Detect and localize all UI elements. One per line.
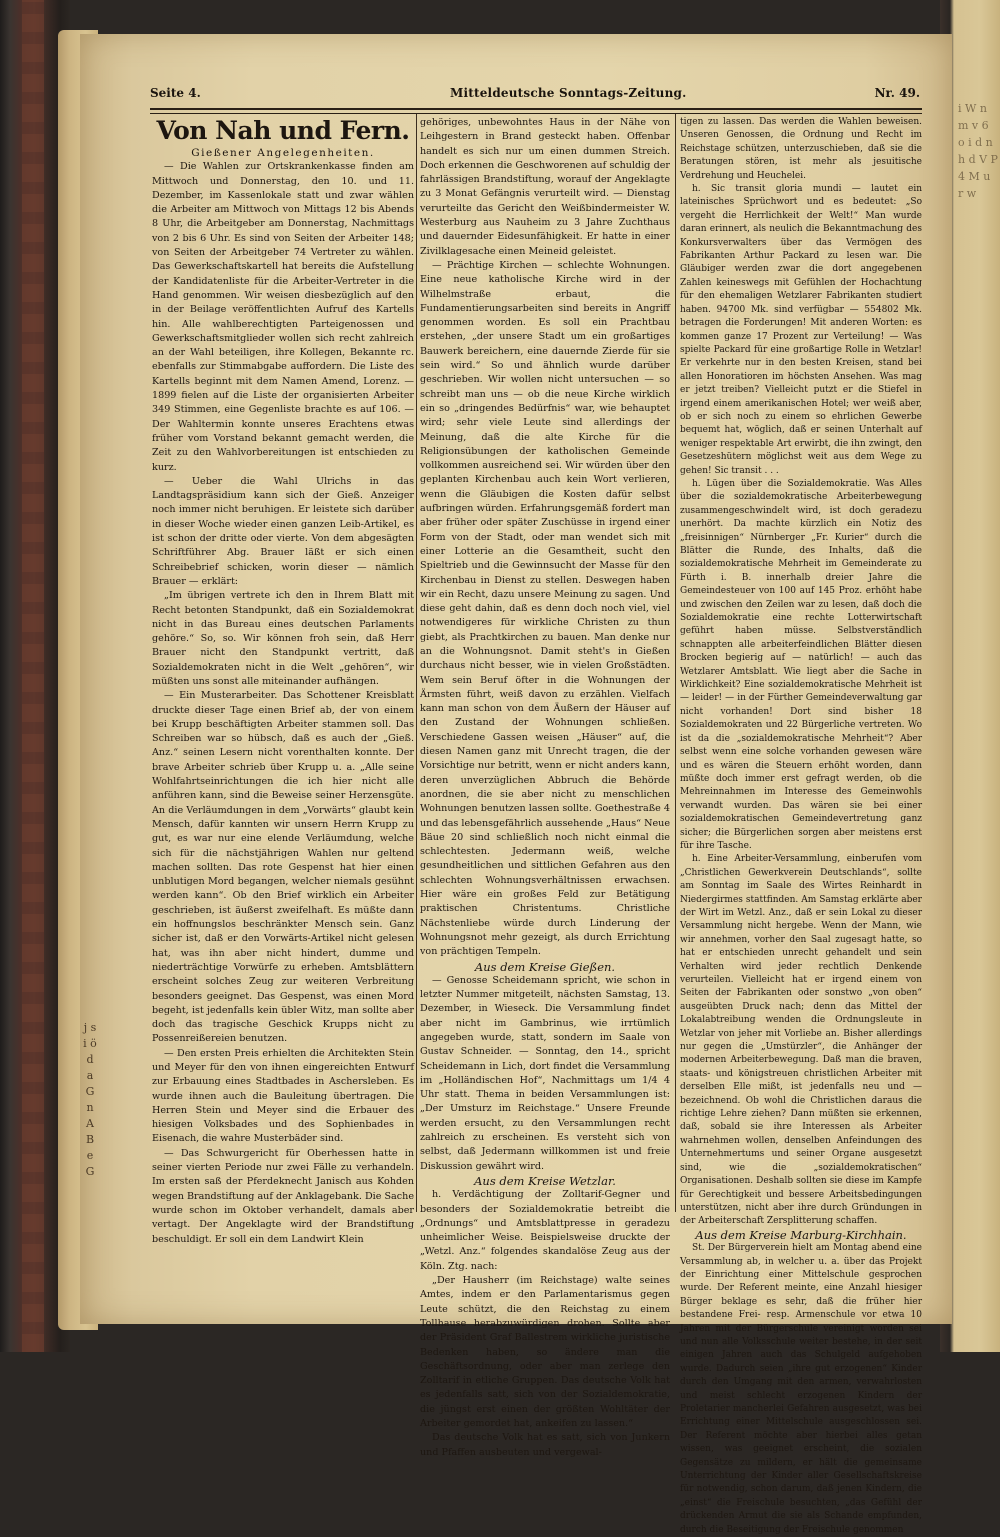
article-paragraph: h. Eine Arbeiter-Versammlung, einberufen vom „Christlichen Gewerkverein Deutschlands“, sollte am Sonntag im Saale des Wirtes Reinhardt in Niedergirmes stattfinden. Am Samstag erklärte aber der Wirt im Wetzl. Anz., daß er sein Lokal zu dieser Versammlung nicht hergebe. Wenn der Mann, wie wir annehmen, vorher den Saal zugesagt hatte, so hat er entschieden unrecht gehandelt und sein Verhalten wird jeder rechtlich Denkende verurteilen. Vielleicht hat er irgend einem von Seiten der Fabrikanten oder sonstwo „von oben“ ausgeübten Druck nach; denn das Mittel der Lokalabtreibung wenden die Ordnungsleute in Wetzlar von jeher mit Vorliebe an. Bisher allerdings nur gegen die „Umstürzler“, die Anhänger der modernen Arbeiterbewegung. Daß man die braven, staats- und königstreuen christlichen Arbeiter mit derselben Elle mißt, ist jedenfalls neu und — bezeichnend. Ob wohl die Christlichen daraus die richtige Lehre ziehen? Dann müßten sie erkennen, daß, sobald sie ihre Interessen als Arbeiter wahrnehmen wollen, denselben Anfeindungen des Unternehmertums und seiner Organe ausgesetzt sind, wie die „sozialdemokratischen“ Organisationen. Deshalb sollten sie diese im Kampfe für Gerechtigkeit und bessere Arbeitsbedingungen unterstützen, nicht aber ihre durch Gründungen in der Arbeiterschaft Zersplitterung schaffen. (680, 854, 922, 1227)
article-paragraph: — Die Wahlen zur Ortskrankenkasse finden am Mittwoch und Donnerstag, den 10. und 11. Dezember, im Kassenlokale statt und zwar wählen die Arbeiter am Mittwoch von Mittags 12 bis Abends 8 Uhr, die Arbeitgeber am Donnerstag, Nachmittags von 2 bis 6 Uhr. Es sind von Seiten der Arbeiter 148; von Seiten der Arbeitgeber 74 Vertreter zu wählen. Das Gewerkschaftskartell hat bereits die Aufstellung der Kandidatenliste für die Arbeiter-Vertreter in die Hand genommen. Wir weisen diesbezüglich auf den in der Beilage veröffentlichten Aufruf des Kartells hin. Alle wahlberechtigten Parteigenossen und Gewerkschaftsmitglieder wollen sich recht zahlreich an der Wahl beteiligen, ihre Kollegen, Bekannte rc. ebenfalls zur Stimmabgabe auffordern. Die Liste des Kartells beginnt mit dem Namen Amend, Lorenz. — 1899 fielen auf die Liste der organisierten Arbeiter 349 Stimmen, eine Gegenliste brachte es auf 106. — Der Wahltermin konnte unseres Erachtens etwas früher vom Vorstand bekannt gemacht werden, die Zeit zu den Wahlvorbereitungen ist entschieden zu kurz. (152, 161, 414, 473)
column-3 (680, 116, 922, 1535)
article-paragraph: h. Verdächtigung der Zolltarif-Gegner und besonders der Sozialdemokratie betreibt die „Ordnungs“ und Amtsblattpresse in geradezu unheimlicher Weise. Beispielsweise druckte der „Wetzl. Anz.“ folgendes skandalöse Zeug aus der Köln. Ztg. nach: (420, 1189, 670, 1272)
section-heading-giessen: Aus dem Kreise Gießen. (474, 959, 616, 974)
article-paragraph: „Der Hausherr (im Reichstage) walte seines Amtes, indem er den Parlamentarismus gegen Leute schützt, die den Reichstag zu einem Tollhause herabzuwürdigen drohen. Sollte aber der Präsident Graf Ballestrem wirkliche juristische Bedenken haben, so ändere man die Geschäftsordnung, oder aber man zerlege den Zolltarif in etliche Gruppen. Das deutsche Volk hat es jedenfalls satt, sich von der Sozialdemokratie, die jüngst erst einen der größten Wohltäter der Arbeiter gemordet hat, ankeifen zu lassen.“ (420, 1275, 670, 1430)
adjacent-page-fragments: i W n m v 6 o i d n h d V P 4 M u r w (958, 102, 998, 200)
page-label: Seite 4. (150, 86, 201, 100)
article-paragraph: St. Der Bürgerverein hielt am Montag abend eine Versammlung ab, in welcher u. a. über das Projekt der Einrichtung einer Mittelschule gesprochen wurde. Der Referent meinte, eine Anzahl hiesiger Bürger beklage es sehr, daß die früher hier bestandene Frei- resp. Armenschule vor etwa 10 Jahren mit der Bürgerschule vereinigt worden sei und nun alle Volksschule weiter bestehe, in der seit einigen Jahren auch das Schulgeld aufgehoben wurde. Dadurch seien „ihre gut erzogenen“ Kinder durch den Umgang mit den armen, verwahrlosten und meist schlecht erzogenen Kindern der Proletarier mancherlei Gefahren ausgesetzt, was bei Errichtung einer Mittelschule ausgeschlossen sei. Der Referent möchte aber hierbei alles getan wissen, was geeignet erscheint, die sozialen Gegensätze zu mildern, er hält die gemeinsame Unterrichtung der Kinder aller Gesellschaftskreise für notwendig, schon darum, daß jenen Kindern, die „einst“ die Freischule besuchten, „das Gefühl der drückenden Armut die sie als Schande empfunden, durch die Beseitigung der Freischule genommen (680, 1243, 922, 1535)
article-paragraph: — Prächtige Kirchen — schlechte Wohnungen. Eine neue katholische Kirche wird in der Wilhelmstraße erbaut, die Fundamentierungsarbeiten sind bereits in Angriff genommen worden. Es soll ein Prachtbau erstehen, „der unsere Stadt um ein großartiges Bauwerk bereichern, eine dauernde Zierde für sie sein wird.“ So und ähnlich wurde darüber geschrieben. Wir wollen nicht untersuchen — so schreibt man uns — ob die neue Kirche wirklich ein so „dringendes Bedürfnis“ war, wie behauptet wird; sehr viele Leute sind allerdings der Meinung, daß die alte Kirche für die Religionsübungen der katholischen Gemeinde vollkommen ausreichend sei. Wir würden über den geplanten Kirchenbau auch kein Wort verlieren, wenn die Gläubigen die Kosten dafür selbst aufbringen würden. Erfahrungsgemäß fordert man aber früher oder später Zuschüsse in irgend einer Form von der Stadt, oder man wendet sich mit einer Lotterie an die Gesamtheit, sucht den Spieltrieb und die Gewinnsucht der Masse für den Kirchenbau in Dienst zu stellen. Deswegen haben wir ein Recht, dazu unsere Meinung zu sagen. Und diese geht dahin, daß es denn doch noch viel, viel notwendigeres für wirkliche Christen zu thun giebt, als Prachtkirchen zu bauen. Man denke nur an die Wohnungsnot. Damit steht's in Gießen durchaus nicht besser, wie in vielen Großstädten. Wem sein Beruf öfter in die Wohnungen der Ärmsten führt, weiß davon zu erzählen. Vielfach kann man schon von dem Äußern der Häuser auf den Zustand der Wohnungen schließen. Verschiedene Gassen weisen „Häuser“ auf, die diesen Namen ganz mit Unrecht tragen, die der Vorsichtige nur betritt, wenn er nicht anders kann, deren unverzüglichen Abbruch die Behörde anordnen, die sie aber nicht zu menschlichen Wohnungen benutzen lassen sollte. Goethestraße 4 und das lebensgefährlich aussehende „Haus“ Neue Bäue 20 sind schließlich noch nicht einmal die schlechtesten. Jedermann weiß, welche gesundheitlichen und sittlichen Gefahren aus den schlechten Wohnungsverhältnissen erwachsen. Hier wäre ein großes Feld zur Betätigung praktischen Christentums. Christliche Nächstenliebe würde durch Linderung der Wohnungsnot mehr gezeigt, als durch Errichtung von prächtigen Tempeln. (420, 259, 671, 958)
section-subhead: Gießener Angelegenheiten. (191, 147, 375, 159)
article-paragraph: — Ueber die Wahl Ulrichs in das Landtagspräsidium kann sich der Gieß. Anzeiger noch immer nicht beruhigen. Er leistete sich darüber in dieser Woche wieder einen ganzen Leib-Artikel, es ist schon der dritte oder vierte. Von dem abgesägten Schriftführer Abg. Brauer läßt er sich einen Schreibebrief schicken, worin dieser — nämlich Brauer — erklärt: (152, 475, 414, 587)
article-paragraph: — Genosse Scheidemann spricht, wie schon in letzter Nummer mitgeteilt, nächsten Samstag, 13. Dezember, in Wieseck. Die Versammlung findet aber nicht im Gambrinus, wie irrtümlich angegeben wurde, statt, sondern im Saale von Gustav Schneider. — Sonntag, den 14., spricht Scheidemann in Lich, dort findet die Versammlung im „Holländischen Hof“, Nachmittags um 1/4 4 Uhr statt. Thema in beiden Versammlungen ist: „Der Umsturz im Reichstage.“ Unsere Freunde werden ersucht, zu den Versammlungen recht zahlreich zu erscheinen. Es versteht sich von selbst, daß Jedermann willkommen ist und freie Diskussion gewährt wird. (420, 974, 670, 1172)
article-paragraph: — Den ersten Preis erhielten die Architekten Stein und Meyer für den von ihnen eingereichten Entwurf zur Erbauung eines Stadtbades in Aschersleben. Es wurde ihnen auch die Bauleitung übertragen. Die Herren Stein und Meyer sind die Erbauer des hiesigen Volksbades und des Sophienbades in Eisenach, die wahre Musterbäder sind. (152, 1047, 414, 1145)
column-divider-2 (675, 114, 676, 1212)
page-header (150, 84, 920, 106)
binding-stripe (22, 0, 44, 1352)
margin-fragments: j s i ö d a G n A B e G (83, 1021, 97, 1178)
article-paragraph: — Das Schwurgericht für Oberhessen hatte in seiner vierten Periode nur zwei Fälle zu verhandeln. Im ersten saß der Pferdeknecht Janisch aus Kohden wegen Brandstiftung auf der Anklagebank. Die Sache wurde schon im Oktober verhandelt, damals aber vertagt. Der Angeklagte wird der Brandstiftung beschuldigt. Er soll ein dem Landwirt Klein (152, 1147, 414, 1245)
issue-number: Nr. 49. (874, 86, 920, 100)
article-paragraph: „Im übrigen vertrete ich den in Ihrem Blatt mit Recht betonten Standpunkt, daß ein Sozialdemokrat nicht in das Bureau eines deutschen Parlaments gehöre.“ So, so. Wir können froh sein, daß Herr Brauer nicht den Standpunkt vertritt, daß Sozialdemokraten nicht in die Welt „gehören“, wir müßten uns sonst alle miteinander aufhängen. (152, 590, 414, 687)
section-heading-marburg: Aus dem Kreise Marburg-Kirchhain. (695, 1227, 907, 1242)
article-paragraph: — Ein Musterarbeiter. Das Schottener Kreisblatt druckte dieser Tage einen Brief ab, der von einem bei Krupp beschäftigten Arbeiter stammen soll. Das Schreiben war so hübsch, daß es auch der „Gieß. Anz.“ seinen Lesern nicht vorenthalten konnte. Der brave Arbeiter schrieb über Krupp u. a. „Alle seine Wohlfahrtseinrichtungen die ich hier nicht alle anführen kann, sind die Beweise seiner Herzensgüte. An die Verläumdungen in dem „Vorwärts“ glaubt kein Mensch, dafür kannten wir unsern Herrn Krupp zu gut, es war nur eine elende Verläumdung, welche sich für die nächstjährigen Wahlen nur geltend machen sollten. Das rote Gespenst hat hier einen unblutigen Mord begangen, welcher niemals gesühnt werden kann“. Ob den Brief wirklich ein Arbeiter geschrieben, ist äußerst zweifelhaft. Es müßte dann ein hoffnungslos beschränkter Mensch sein. Ganz sicher ist, daß er den Vorwärts-Artikel nicht gelesen hat, was ihn aber nicht hindert, dumme und niederträchtige Vorwürfe zu erheben. Amtsblättern erscheint solches Zeug zur weiteren Verbreitung besonders geeignet. Das Gespenst, was einen Mord begeht, ist jedenfalls kein übler Witz, man sollte aber doch das tragische Geschick Krupps nicht zu Possenreißereien benutzen. (152, 690, 414, 1045)
header-rule (150, 108, 922, 114)
paper-title: Mitteldeutsche Sonntags-Zeitung. (450, 86, 687, 100)
article-paragraph: tigen zu lassen. Das werden die Wahlen beweisen. Unseren Genossen, die Ordnung und Recht im Reichstage schützen, unterzuschieben, daß sie die Beratungen stören, ist mehr als jesuitische Verdrehung und Heuchelei. (680, 117, 922, 181)
section-headline: Von Nah und Fern. (156, 116, 410, 145)
article-paragraph: h. Lügen über die Sozialdemokratie. Was Alles über die sozialdemokratische Arbeiterbewegung zusammengeschwindelt wird, ist doch geradezu unerhört. Da machte kürzlich ein Notiz des „freisinnigen“ Nürnberger „Fr. Kurier“ durch die Blätter die Runde, des Inhalts, daß die sozialdemokratische Mehrheit im Gemeinderate zu Fürth i. B. innerhalb dreier Jahre die Gemeindesteuer von 100 auf 145 Proz. erhöht habe und zwischen den Zeilen war zu lesen, daß doch die Sozialdemokratie eine rechte Lotterwirtschaft geführt haben müsse. Selbstverständlich schnappten alle arbeiterfeindlichen Blätter diesen Brocken begierig auf — natürlich! — auch das Wetzlarer Amtsblatt. Wie liegt aber die Sache in Wirklichkeit? Eine sozialdemokratische Mehrheit ist — leider! — in der Fürther Gemeindeverwaltung gar nicht vorhanden! Dort sind bisher 18 Sozialdemokraten und 22 Bürgerliche vertreten. Wo ist da die „sozialdemokratische Mehrheit“? Aber selbst wenn eine solche vorhanden gewesen wäre und es wären die Steuern erhöht worden, dann müßte doch immer erst gefragt werden, ob die Mehreinnahmen im Interesse des Gemeinwohls verwandt wurden. Das wären sie bei einer sozialdemokratischen Gemeindevertretung ganz sicher; die Bürgerlichen sorgen aber meistens erst für ihre Tasche. (680, 478, 922, 851)
column-1 (152, 116, 414, 1245)
section-heading-wetzlar: Aus dem Kreise Wetzlar. (474, 1173, 616, 1188)
article-paragraph: Das deutsche Volk hat es satt, sich von Junkern und Pfaffen ausbeuten und vergewal- (420, 1432, 670, 1458)
article-paragraph: gehöriges, unbewohntes Haus in der Nähe von Leihgestern in Brand gesteckt haben. Offenbar handelt es sich nur um einen dummen Streich. Doch erkennen die Geschworenen auf schuldig der fahrlässigen Brandstiftung, worauf der Angeklagte zu 3 Monat Gefängnis verurteilt wird. — Dienstag verurteilte das Gericht den Weißbindermeister W. Westerburg aus Nauheim zu 3 Jahre Zuchthaus und dauernder Eidesunfähigkeit. Er hatte in einer Zivilklagesache einen Meineid geleistet. (420, 117, 670, 257)
article-paragraph: h. Sic transit gloria mundi — lautet ein lateinisches Sprüchwort und es bedeutet: „So vergeht die Herrlichkeit der Welt!“ Man wurde daran erinnert, als neulich die Bekanntmachung des Konkursverwalters über das Vermögen des Fabrikanten Arthur Packard zu lesen war. Die Gläubiger werden zwar die dort angegebenen Zahlen keineswegs mit Gefühlen der Hochachtung für den ehemaligen Wetzlarer Fabrikanten studiert haben. 94700 Mk. sind verfügbar — 554802 Mk. betragen die Forderungen! Mit anderen Worten: es kommen ganze 17 Prozent zur Verteilung! — Was spielte Packard für eine großartige Rolle in Wetzlar! Er verkehrte nur in den besten Kreisen, stand bei allen Honoratioren im höchsten Ansehen. Was mag er jetzt treiben? Vielleicht putzt er die Stiefel in irgend einem amerikanischen Hotel; wer weiß aber, ob er sich noch zu einem so ehrlichen Gewerbe bequemt hat, wöglich, daß er seinen Unterhalt auf weniger respektable Art erwirbt, die ihn zwingt, den Gesetzeshütern möglichst weit aus dem Wege zu gehen! Sic transit . . . (680, 184, 922, 476)
column-divider-1 (416, 114, 417, 1212)
column-2 (420, 116, 671, 1458)
